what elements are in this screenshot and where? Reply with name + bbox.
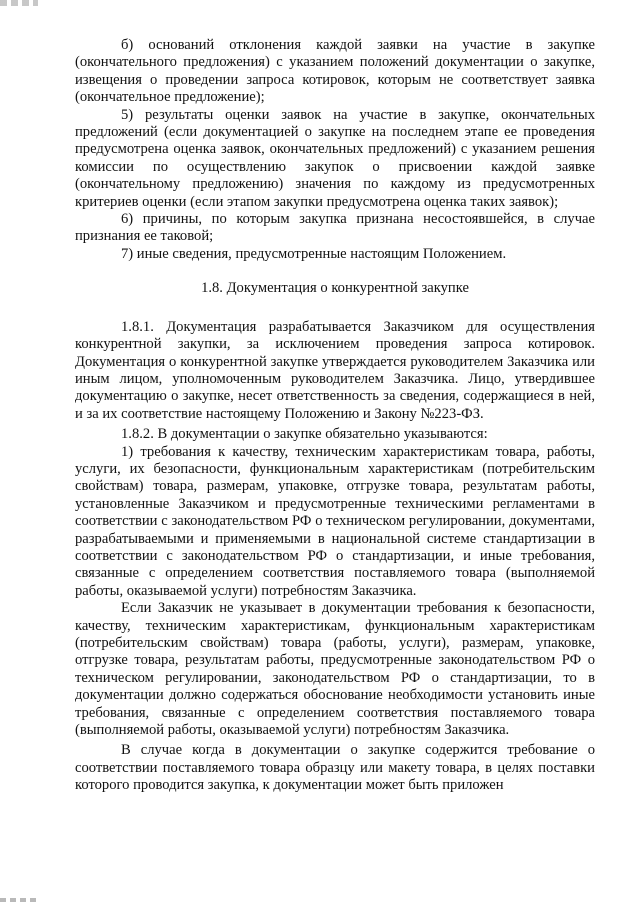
paragraph-b-rejection-grounds: б) оснований отклонения каждой заявки на участие в закупке (окончательного предложения) с указанием положений документации о закупке, извещения о проведении запроса котировок, которым не соответствует заявка (окончательное предложение);	[75, 37, 595, 106]
scan-mark-bottom	[0, 898, 40, 902]
paragraph-1-requirements: 1) требования к качеству, техническим характеристикам товара, работы, услуги, их безопасности, функциональным характеристикам (потребительским свойствам) товара, размерам, упаковке, отгрузке товара, результатам работы, установленные Заказчиком и предусмотренные техническими регламентами в соответствии с законодательством РФ о техническом регулировании, документами, разрабатываемыми и применяемыми в национальной системе стандартизации в соответствии с законодательством РФ о стандартизации, и иные требования, связанные с определением соответствия поставляемого товара (выполняемой работы, оказываемой услуги) потребностям Заказчика.	[75, 443, 595, 599]
paragraph-justification: Если Заказчик не указывает в документации требования к безопасности, качеству, техническим характеристикам, функциональным характеристикам (потребительским свойствам) товара (работы, услуги), размерам, упаковке, отгрузке товара, результатам работы, предусмотренные законодательством РФ о техническом регулировании, законодательством РФ о стандартизации, то в документации должно содержаться обоснование необходимости установить иные требования, связанные с определением соответствия поставляемого товара (выполняемой работы, оказываемой услуги) потребностям Заказчика.	[75, 600, 595, 739]
paragraph-6-failure-reasons: 6) причины, по которым закупка признана несостоявшейся, в случае признания ее таковой;	[75, 211, 595, 245]
paragraph-1-8-1: 1.8.1. Документация разрабатывается Заказчиком для осуществления конкурентной закупки, за исключением проведения запроса котировок. Документация о конкурентной закупке утверждается руководителем Заказчика или иным лицом, уполномоченным руководителем Заказчика. Лицо, утвердившее документацию о закупке, несет ответственность за сведения, содержащиеся в ней, и за их соответствие настоящему Положению и Закону №223-ФЗ.	[75, 318, 595, 422]
paragraph-sample-model: В случае когда в документации о закупке содержится требование о соответствии поставляемого товара образцу или макету товара, в целях поставки которого проводится закупка, к документации может быть приложен	[75, 742, 595, 794]
document-body	[75, 37, 595, 795]
paragraph-1-8-2: 1.8.2. В документации о закупке обязательно указываются:	[121, 426, 488, 443]
scan-mark-top	[0, 0, 38, 6]
paragraph-7-other-info: 7) иные сведения, предусмотренные настоящим Положением.	[121, 245, 507, 262]
section-heading: 1.8. Документация о конкурентной закупке	[201, 280, 469, 297]
paragraph-5-evaluation-results: 5) результаты оценки заявок на участие в закупке, окончательных предложений (если документацией о закупке на последнем этапе ее проведения предусмотрена оценка заявок, окончательных предложений) с указанием решения комиссии по осуществлению закупок о присвоении каждой заявке (окончательному предложению) значения по каждому из предусмотренных критериев оценки (если этапом закупки предусмотрена оценка таких заявок);	[75, 106, 595, 210]
